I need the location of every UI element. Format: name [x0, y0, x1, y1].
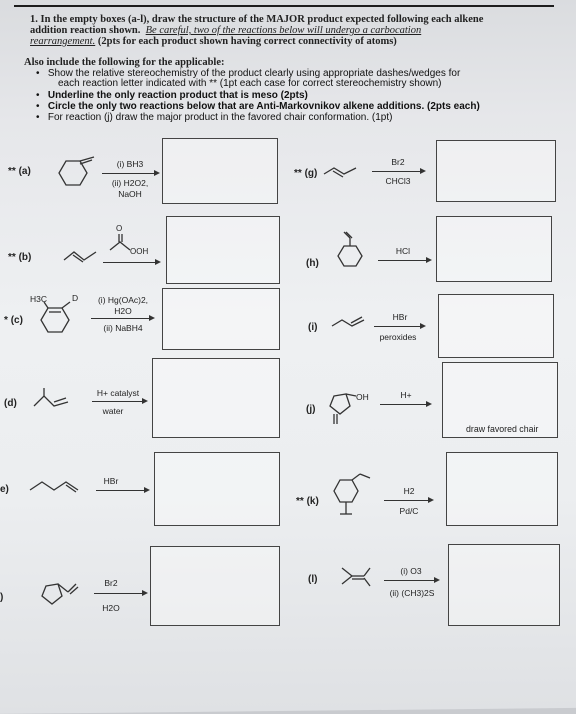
reaction-i-label: (i): [308, 322, 318, 333]
reaction-c-reagent-1: (i) Hg(OAc)2,: [97, 295, 149, 305]
reaction-g-substrate: [324, 164, 364, 180]
reaction-k-arrow: [384, 500, 432, 501]
answer-box-c[interactable]: [162, 288, 280, 350]
reaction-d-label: (d): [4, 398, 17, 409]
instruction-line-3: rearrangement. (2pts for each product shown having correct connectivity of atoms): [30, 36, 397, 47]
svg-text:OOH: OOH: [130, 247, 149, 256]
reaction-j-note: draw favored chair: [466, 424, 539, 434]
reaction-c-deuterium: D: [72, 293, 79, 303]
answer-box-g[interactable]: [436, 140, 556, 202]
bullet-1: • Show the relative stereochemistry of the product clearly using appropriate dashes/wedges for: [36, 68, 461, 79]
reaction-h-arrow: [378, 260, 430, 261]
reaction-l-arrow: [384, 580, 438, 581]
reaction-e-reagent-1: HBr: [103, 476, 119, 486]
reaction-f-label: ): [0, 592, 4, 603]
answer-box-a[interactable]: [162, 138, 278, 204]
answer-box-i[interactable]: [438, 294, 554, 358]
reaction-g-reagent-2: CHCl3: [385, 176, 411, 186]
reaction-l-substrate: [338, 566, 372, 594]
reaction-h-reagent-1: HCl: [395, 246, 411, 256]
bullet-1-cont: each reaction letter indicated with ** (1pt each case for correct stereochemistry shown): [58, 78, 442, 89]
reaction-g-arrow: [372, 171, 424, 172]
answer-box-d[interactable]: [152, 358, 280, 438]
reaction-c-substrate: [40, 300, 82, 336]
reaction-i-arrow: [374, 326, 424, 327]
answer-box-b[interactable]: [166, 216, 280, 284]
reaction-b-peracid: [108, 222, 158, 262]
reaction-b-substrate: [64, 246, 104, 266]
reaction-j-reagent-1: H+: [400, 390, 412, 400]
reaction-d-reagent-1: H+ catalyst: [96, 388, 140, 398]
reaction-c-methyl: H3C: [30, 294, 48, 304]
reaction-e-arrow: [96, 490, 148, 491]
reaction-l-reagent-2: (ii) (CH3)2S: [389, 588, 435, 598]
reaction-j-hydroxyl: OH: [356, 392, 369, 402]
instruction-line-2: addition reaction shown. Be careful, two of the reactions below will undergo a carbocation: [30, 25, 422, 36]
reaction-f-arrow: [94, 593, 146, 594]
reaction-k-label: ** (k): [296, 496, 319, 507]
reaction-g-reagent-1: Br2: [391, 157, 405, 167]
answer-box-l[interactable]: [448, 544, 560, 626]
reaction-f-reagent-1: Br2: [104, 578, 118, 588]
reaction-a-reagent-3: NaOH: [118, 189, 142, 199]
reaction-k-reagent-2: Pd/C: [399, 506, 419, 516]
reaction-c-reagent-2: H2O: [114, 306, 132, 316]
answer-box-h[interactable]: [436, 216, 552, 282]
reaction-f-reagent-2: H2O: [102, 603, 120, 613]
reaction-h-substrate: [334, 232, 374, 274]
reaction-l-reagent-1: (i) O3: [400, 566, 422, 576]
bullet-3: • Circle the only two reactions below that are Anti-Markovnikov alkene additions. (2pts each): [36, 101, 480, 112]
reaction-c-label: * (c): [4, 315, 23, 326]
reaction-b-label: ** (b): [8, 252, 32, 263]
reaction-a-reagent-2: (ii) H2O2,: [111, 178, 149, 188]
reaction-e-substrate: [30, 478, 90, 496]
reaction-j-arrow: [380, 404, 430, 405]
bullet-4: • For reaction (j) draw the major product in the favored chair conformation. (1pt): [36, 112, 393, 123]
reaction-d-substrate: [32, 388, 82, 410]
reaction-i-substrate: [332, 316, 372, 332]
answer-box-e[interactable]: [154, 452, 280, 526]
reaction-c-arrow: [91, 318, 153, 319]
answer-box-k[interactable]: [446, 452, 558, 526]
reaction-i-reagent-2: peroxides: [379, 332, 417, 342]
reaction-a-arrow: [102, 173, 158, 174]
reaction-g-label: ** (g): [294, 168, 318, 179]
reaction-b-arrow: [103, 262, 159, 263]
top-rule: [14, 5, 554, 7]
reaction-j-label: (j): [306, 404, 316, 415]
instruction-line-1: 1. In the empty boxes (a-l), draw the structure of the MAJOR product expected following each alkene: [30, 14, 484, 25]
reaction-i-reagent-1: HBr: [392, 312, 408, 322]
reaction-l-label: (l): [308, 574, 318, 585]
reaction-d-arrow: [92, 401, 146, 402]
reaction-a-reagent-1: (i) BH3: [116, 159, 144, 169]
reaction-d-reagent-2: water: [102, 406, 124, 416]
reaction-a-label: ** (a): [8, 166, 31, 177]
reaction-e-label: e): [0, 484, 9, 495]
reaction-k-substrate: [330, 470, 376, 520]
answer-box-f[interactable]: [150, 546, 280, 626]
reaction-f-substrate: [40, 580, 90, 610]
bullet-2: • Underline the only reaction product that is meso (2pts): [36, 90, 308, 101]
reaction-a-substrate: [58, 158, 98, 188]
reaction-k-reagent-1: H2: [403, 486, 415, 496]
reaction-c-reagent-3: (ii) NaBH4: [103, 323, 143, 333]
reaction-j-substrate: [328, 390, 378, 426]
svg-text:O: O: [116, 224, 123, 233]
also-title: Also include the following for the applicable:: [24, 57, 225, 68]
reaction-h-label: (h): [306, 258, 319, 269]
